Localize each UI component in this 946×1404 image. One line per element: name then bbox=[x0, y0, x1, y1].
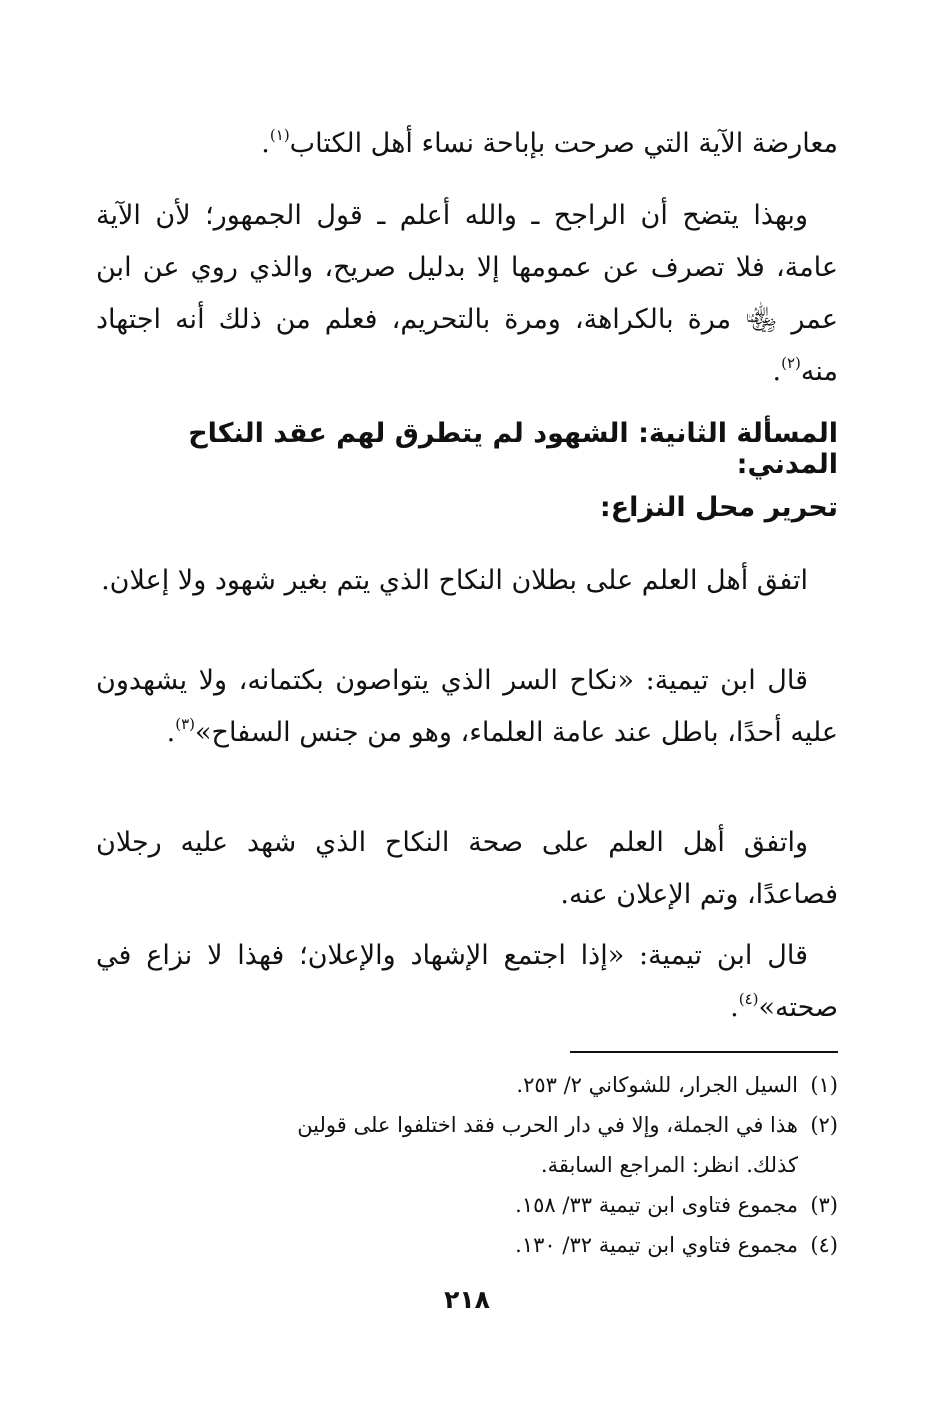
footnote-text: مجموع فتاوى ابن تيمية ٣٣/ ١٥٨. bbox=[515, 1193, 798, 1217]
paragraph-2-period: . bbox=[772, 356, 782, 387]
footnote-number: (٤) bbox=[810, 1233, 838, 1257]
paragraph-6 bbox=[96, 930, 838, 1034]
footnote-2-continuation: كذلك. انظر: المراجع السابقة. bbox=[540, 1153, 798, 1177]
paragraph-1 bbox=[96, 118, 838, 170]
paragraph-4 bbox=[96, 655, 838, 759]
paragraph-4-period: . bbox=[166, 717, 176, 748]
subsection-heading: تحرير محل النزاع: bbox=[599, 492, 838, 523]
paragraph-4-text: قال ابن تيمية: «نكاح السر الذي يتواصون بكتمانه، ولا يشهدون عليه أحدًا، باطل عند عامة العلماء، وهو من جنس السفاح» bbox=[96, 665, 838, 748]
paragraph-6-text: قال ابن تيمية: «إذا اجتمع الإشهاد والإعلان؛ فهذا لا نزاع في صحته» bbox=[96, 940, 838, 1023]
footnote-text: مجموع فتاوي ابن تيمية ٣٢/ ١٣٠. bbox=[515, 1233, 798, 1257]
paragraph-2-text: وبهذا يتضح أن الراجح ـ والله أعلم ـ قول الجمهور؛ لأن الآية عامة، فلا تصرف عن عمومها إلا بدليل صريح، والذي روي عن ابن عمر ﵄ مرة بالكراهة، ومرة بالتحريم، فعلم من ذلك أنه اجتهاد منه bbox=[96, 200, 838, 387]
footnote-separator bbox=[570, 1051, 838, 1053]
footnote-2 bbox=[96, 1105, 838, 1145]
paragraph-1-period: . bbox=[261, 128, 270, 159]
footnote-ref-2[interactable]: (٢) bbox=[781, 354, 801, 372]
footnotes bbox=[96, 1065, 838, 1265]
footnote-number: (٣) bbox=[810, 1193, 838, 1217]
paragraph-2 bbox=[96, 190, 838, 398]
paragraph-6-period: . bbox=[730, 992, 739, 1023]
footnote-text: هذا في الجملة، وإلا في دار الحرب فقد اختلفوا على قولين bbox=[297, 1113, 798, 1137]
paragraph-5-text: واتفق أهل العلم على صحة النكاح الذي شهد عليه رجلان فصاعدًا، وتم الإعلان عنه. bbox=[96, 827, 838, 910]
footnote-3 bbox=[96, 1185, 838, 1225]
paragraph-3-text: اتفق أهل العلم على بطلان النكاح الذي يتم بغير شهود ولا إعلان. bbox=[101, 565, 808, 596]
paragraph-5 bbox=[96, 817, 838, 921]
footnote-ref-4[interactable]: (٤) bbox=[738, 990, 759, 1008]
footnote-number: (١) bbox=[810, 1073, 838, 1097]
page-number: ٢١٨ bbox=[444, 1285, 490, 1314]
footnote-4 bbox=[96, 1225, 838, 1265]
paragraph-1-text: معارضة الآية التي صرحت بإباحة نساء أهل الكتاب bbox=[289, 128, 838, 159]
footnote-1 bbox=[96, 1065, 838, 1105]
footnote-ref-3[interactable]: (٣) bbox=[175, 715, 196, 733]
footnote-number: (٢) bbox=[810, 1113, 838, 1137]
paragraph-3 bbox=[96, 555, 838, 607]
footnote-ref-1[interactable]: (١) bbox=[269, 126, 290, 144]
footnote-text: السيل الجرار، للشوكاني ٢/ ٢٥٣. bbox=[516, 1073, 798, 1097]
section-heading: المسألة الثانية: الشهود لم يتطرق لهم عقد النكاح المدني: bbox=[188, 418, 838, 480]
book-page bbox=[96, 100, 838, 1360]
